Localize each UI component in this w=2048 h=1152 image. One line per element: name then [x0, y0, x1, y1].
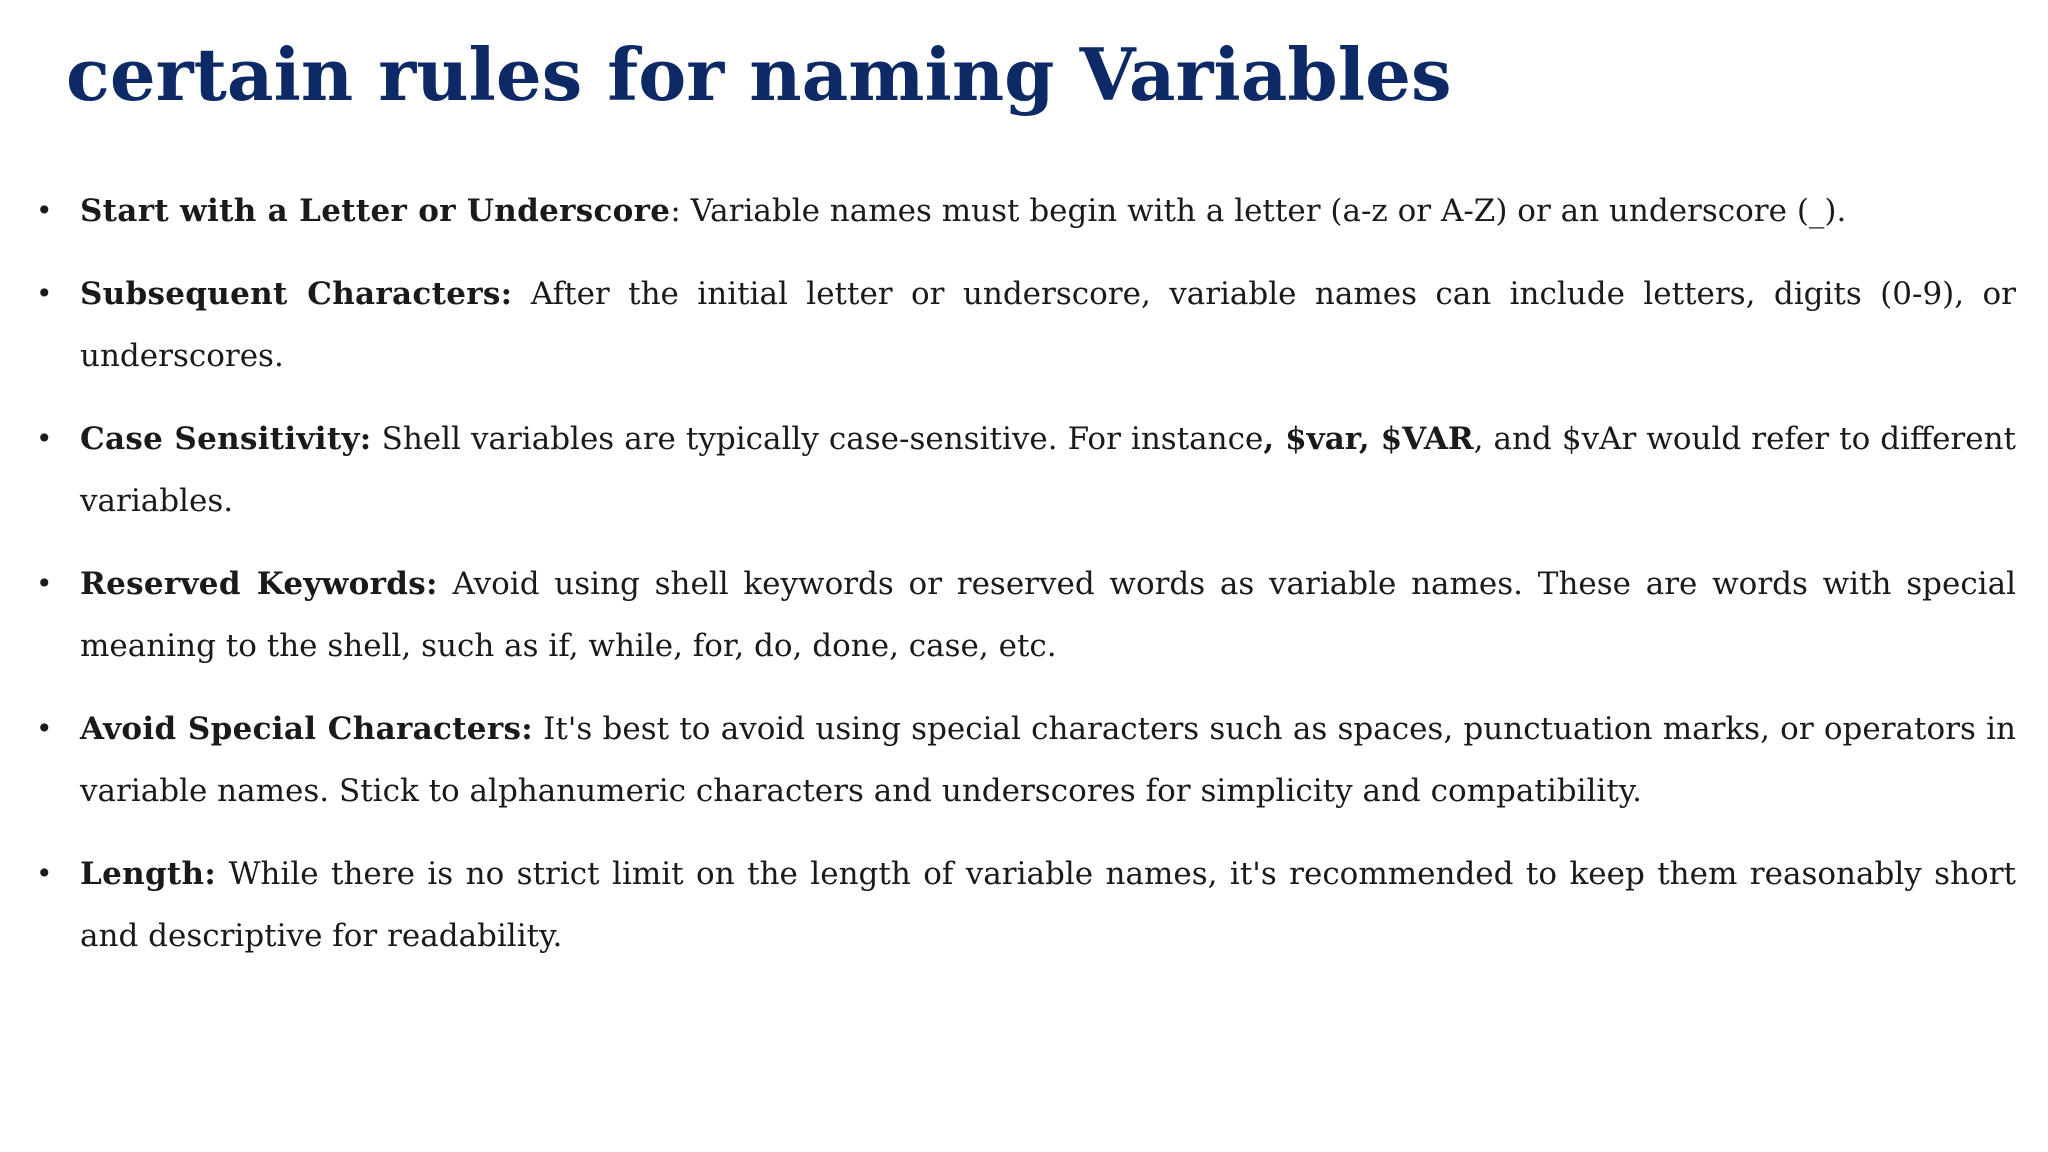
list-item-case-sensitivity [36, 408, 2016, 532]
list-item-subsequent-characters [36, 263, 2016, 387]
rule-term: Length: [80, 856, 217, 892]
bullet-icon: • [36, 194, 53, 227]
rule-text: After the initial letter or underscore, variable names can include letters, digits (0-9), or underscores. [80, 276, 2016, 374]
list-item-reserved-keywords [36, 553, 2016, 677]
rule-term: Subsequent Characters: [80, 276, 513, 312]
rule-term: Avoid Special Characters: [80, 711, 533, 747]
rule-text: Avoid using shell keywords or reserved words as variable names. These are words with special meaning to the shell, such as if, while, for, do, done, case, etc. [80, 566, 2016, 664]
rule-text: It's best to avoid using special characters such as spaces, punctuation marks, or operators in variable names. Stick to alphanumeric characters and underscores for simplicity and compatibility. [80, 711, 2017, 809]
list-item-length [36, 843, 2016, 967]
bullet-icon: • [36, 857, 53, 890]
rules-list [36, 180, 2016, 988]
list-item-start-with-letter [36, 180, 2016, 242]
rule-text: : Variable names must begin with a letter (a-z or A-Z) or an underscore (_). [670, 193, 1847, 229]
rule-text-continued: , and $vAr would refer to different variables. [80, 421, 2016, 519]
rule-term: Case Sensitivity: [80, 421, 372, 457]
rule-term: Reserved Keywords: [80, 566, 438, 602]
rule-text: Shell variables are typically case-sensitive. For instance [371, 421, 1264, 457]
rule-term: Start with a Letter or Underscore [80, 193, 671, 229]
bullet-icon: • [36, 712, 53, 745]
list-item-avoid-special-characters [36, 698, 2016, 822]
bullet-icon: • [36, 422, 53, 455]
bullet-icon: • [36, 277, 53, 310]
variable-examples: , $var, $VAR [1263, 421, 1474, 457]
bullet-icon: • [36, 567, 53, 600]
slide-title: certain rules for naming Variables [66, 32, 1452, 117]
rule-text: While there is no strict limit on the length of variable names, it's recommended to keep them reasonably short and descriptive for readability. [80, 856, 2016, 954]
